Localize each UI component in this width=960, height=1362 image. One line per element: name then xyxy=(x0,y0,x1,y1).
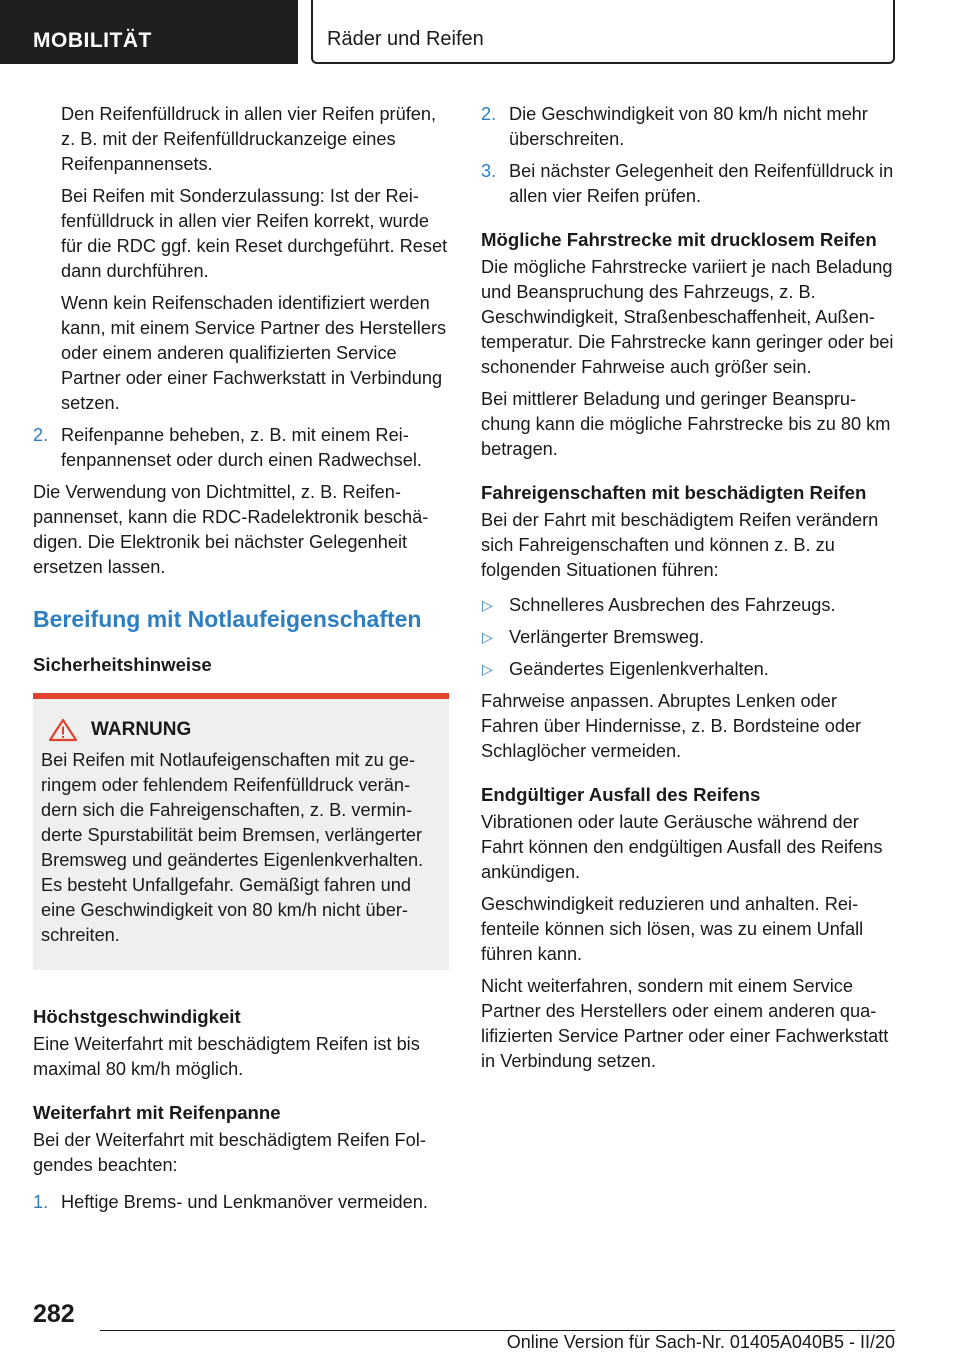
step-number: 3. xyxy=(481,161,497,181)
bullet-triangle-icon: ▷ xyxy=(482,661,493,677)
list-step xyxy=(33,423,449,473)
step-number: 2. xyxy=(33,425,49,445)
paragraph: Bei der Fahrt mit beschädigtem Reifen verändern sich Fahreigenschaften und können z. B. zu folgenden Situationen führen: xyxy=(481,510,879,580)
bullet-text: Geändertes Eigenlenkverhalten. xyxy=(509,659,769,679)
paragraph: Bei mittlerer Beladung und geringer Beanspruchung kann die mögliche Fahrstrecke bis zu 80 km betragen. xyxy=(481,389,891,459)
paragraph: Eine Weiterfahrt mit beschädigtem Reifen ist bis maximal 80 km/h möglich. xyxy=(33,1034,420,1079)
subheading: Mögliche Fahrstrecke mit drucklosem Reifen xyxy=(481,229,877,250)
list-step xyxy=(481,159,897,209)
paragraph: Geschwindigkeit reduzieren und anhalten. Reifenteile können sich lösen, was zu einem Unfall führen kann. xyxy=(481,894,864,964)
step-number: 2. xyxy=(481,104,497,124)
paragraph: Wenn kein Reifenschaden identifiziert werden kann, mit einem Service Partner des Herstellers oder einem anderen qualifizierten Service Partner oder einer Fachwerkstatt in Verbindung setzen. xyxy=(61,293,447,413)
paragraph: Den Reifenfülldruck in allen vier Reifen prüfen, z. B. mit der Reifenfülldruckanzeige eines Reifenpannensets. xyxy=(61,104,437,174)
list-step xyxy=(481,102,897,152)
list-item xyxy=(481,593,897,618)
step-text: Die Geschwindigkeit von 80 km/h nicht mehr überschreiten. xyxy=(509,104,868,149)
subheading: Sicherheitshinweise xyxy=(33,654,212,675)
page-header xyxy=(0,0,960,66)
paragraph: Fahrweise anpassen. Abruptes Lenken oder Fahren über Hindernisse, z. B. Bordsteine oder Schlaglöcher vermeiden. xyxy=(481,691,862,761)
bullet-text: Verlängerter Bremsweg. xyxy=(509,627,705,647)
bullet-triangle-icon: ▷ xyxy=(482,597,493,613)
paragraph: Nicht weiterfahren, sondern mit einem Service Partner des Herstellers oder einem anderen qualifizierten Service Partner oder einer Fachwerkstatt in Verbindung setzen. xyxy=(481,976,889,1071)
section-title: MOBILITÄT xyxy=(0,0,298,64)
section-heading: Bereifung mit Notlaufeigenschaften xyxy=(33,606,422,632)
warning-header xyxy=(41,717,439,742)
bullet-text: Schnelleres Ausbrechen des Fahrzeugs. xyxy=(509,595,836,615)
footer-text: Online Version für Sach-Nr. 01405A040B5 - II/20 xyxy=(506,1332,895,1352)
subheading: Weiterfahrt mit Reifenpanne xyxy=(33,1102,281,1123)
subheading: Höchstgeschwindigkeit xyxy=(33,1006,241,1027)
left-column xyxy=(33,102,449,1222)
subheading: Endgültiger Ausfall des Reifens xyxy=(481,784,761,805)
list-item xyxy=(481,657,897,682)
warning-text: Bei Reifen mit Notlaufeigenschaften mit zu geringem oder fehlendem Reifenfülldruck verändern sich die Fahreigenschaften, z. B. verminderte Spurstabilität beim Bremsen, verlängerter Bremsweg und geändertes Eigenlenkverhalten. Es besteht Unfallgefahr. Gemäßigt fahren und eine Geschwindigkeit von 80 km/h nicht überschreiten. xyxy=(41,750,424,945)
paragraph: Die Verwendung von Dichtmittel, z. B. Reifenpannenset, kann die RDC-Radelektronik beschädigen. Die Elektronik bei nächster Gelegenheit ersetzen lassen. xyxy=(33,482,429,577)
paragraph: Vibrationen oder laute Geräusche während der Fahrt können den endgültigen Ausfall des Reifens ankündigen. xyxy=(481,812,883,882)
right-column xyxy=(481,102,897,1081)
paragraph: Die mögliche Fahrstrecke variiert je nach Beladung und Beanspruchung des Fahrzeugs, z. B. Geschwindigkeit, Straßenbeschaffenheit, Außentemperatur. Die Fahrstrecke kann geringer oder bei schonender Fahrweise auch größer sein. xyxy=(481,257,894,377)
subheading: Fahreigenschaften mit beschädigten Reifen xyxy=(481,482,867,503)
page-number: 282 xyxy=(33,1300,75,1328)
step-text: Bei nächster Gelegenheit den Reifenfülldruck in allen vier Reifen prüfen. xyxy=(509,161,894,206)
warning-box xyxy=(33,693,449,970)
step-number: 1. xyxy=(33,1192,49,1212)
step-text: Heftige Brems- und Lenkmanöver vermeiden. xyxy=(61,1192,428,1212)
chapter-title: Räder und Reifen xyxy=(311,0,895,64)
list-step xyxy=(33,1190,449,1215)
bullet-triangle-icon: ▷ xyxy=(482,629,493,645)
list-item xyxy=(481,625,897,650)
step-text: Reifenpanne beheben, z. B. mit einem Reifenpannenset oder durch einen Radwechsel. xyxy=(61,425,422,470)
footer-divider xyxy=(100,1330,895,1331)
paragraph: Bei Reifen mit Sonderzulassung: Ist der Reifenfülldruck in allen vier Reifen korrekt, wurde für die RDC ggf. kein Reset durchgeführt. Reset dann durchführen. xyxy=(61,186,448,281)
paragraph: Bei der Weiterfahrt mit beschädigtem Reifen Folgendes beachten: xyxy=(33,1130,426,1175)
warning-triangle-icon xyxy=(47,718,79,742)
warning-title: WARNUNG xyxy=(91,719,192,740)
